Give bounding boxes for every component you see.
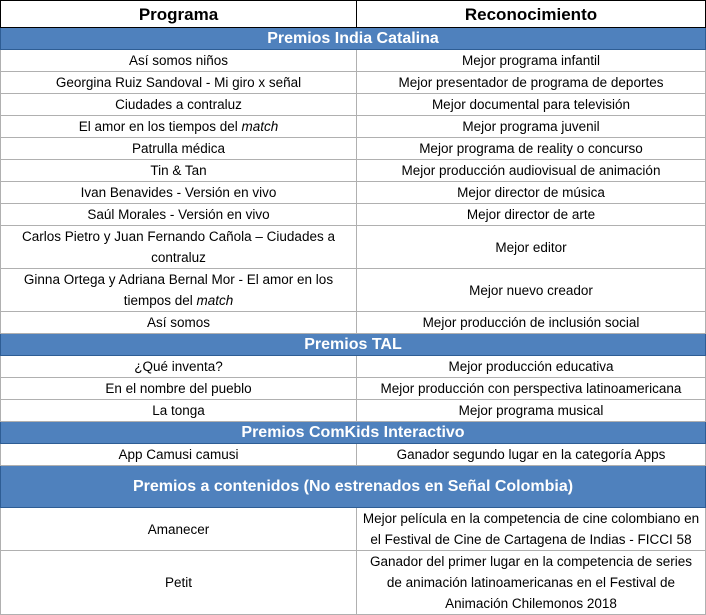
program-italic-text: match <box>196 293 234 308</box>
table-row <box>1 50 706 72</box>
program-cell: La tonga <box>1 400 357 422</box>
table-row <box>1 94 706 116</box>
award-cell: Mejor producción audiovisual de animación <box>357 160 706 182</box>
program-cell: Ivan Benavides - Versión en vivo <box>1 182 357 204</box>
table-row <box>1 204 706 226</box>
table-row <box>1 160 706 182</box>
table-row <box>1 116 706 138</box>
award-cell: Mejor programa de reality o concurso <box>357 138 706 160</box>
table-row <box>1 444 706 466</box>
program-cell <box>1 116 357 138</box>
award-cell: Mejor producción de inclusión social <box>357 312 706 334</box>
section-comkids <box>1 422 706 444</box>
award-cell: Mejor programa infantil <box>357 50 706 72</box>
award-cell: Mejor producción educativa <box>357 356 706 378</box>
program-cell: App Camusi camusi <box>1 444 357 466</box>
program-cell: Carlos Pietro y Juan Fernando Cañola – Ciudades a contraluz <box>1 226 357 269</box>
table-row <box>1 138 706 160</box>
program-cell: Amanecer <box>1 508 357 551</box>
program-text: El amor en los tiempos del <box>78 119 242 134</box>
program-cell: En el nombre del pueblo <box>1 378 357 400</box>
award-cell: Ganador del primer lugar en la competencia de series de animación latinoamericanas en el Festival de Animación Chilemonos 2018 <box>357 551 706 615</box>
program-cell: ¿Qué inventa? <box>1 356 357 378</box>
table-row <box>1 356 706 378</box>
table-row <box>1 226 706 269</box>
award-cell: Mejor documental para televisión <box>357 94 706 116</box>
program-cell: Patrulla médica <box>1 138 357 160</box>
program-cell <box>1 269 357 312</box>
award-cell: Mejor película en la competencia de cine colombiano en el Festival de Cine de Cartagena de Indias - FICCI 58 <box>357 508 706 551</box>
section-tal <box>1 334 706 356</box>
header-programa: Programa <box>1 1 357 28</box>
program-cell: Tin & Tan <box>1 160 357 182</box>
program-cell: Así somos <box>1 312 357 334</box>
section-title: Premios ComKids Interactivo <box>1 422 706 444</box>
section-title: Premios India Catalina <box>1 28 706 50</box>
section-india-catalina <box>1 28 706 50</box>
program-cell: Petit <box>1 551 357 615</box>
section-title: Premios TAL <box>1 334 706 356</box>
program-cell: Saúl Morales - Versión en vivo <box>1 204 357 226</box>
program-text: Ginna Ortega y Adriana Bernal Mor - El amor en los tiempos del <box>23 272 334 308</box>
award-cell: Mejor producción con perspectiva latinoamericana <box>357 378 706 400</box>
table-row <box>1 72 706 94</box>
table-row <box>1 551 706 615</box>
award-cell: Mejor editor <box>357 226 706 269</box>
program-cell: Georgina Ruiz Sandoval - Mi giro x señal <box>1 72 357 94</box>
table-row <box>1 378 706 400</box>
section-title: Premios a contenidos (No estrenados en Señal Colombia) <box>1 466 706 508</box>
program-cell: Ciudades a contraluz <box>1 94 357 116</box>
award-cell: Mejor programa juvenil <box>357 116 706 138</box>
program-cell: Así somos niños <box>1 50 357 72</box>
table-row <box>1 312 706 334</box>
award-cell: Mejor presentador de programa de deportes <box>357 72 706 94</box>
award-cell: Ganador segundo lugar en la categoría Apps <box>357 444 706 466</box>
program-italic-text: match <box>241 119 279 134</box>
award-cell: Mejor nuevo creador <box>357 269 706 312</box>
header-reconocimiento: Reconocimiento <box>357 1 706 28</box>
table-row <box>1 269 706 312</box>
table-row <box>1 182 706 204</box>
table-row <box>1 400 706 422</box>
section-contenidos <box>1 466 706 508</box>
header-row <box>1 1 706 28</box>
award-cell: Mejor director de arte <box>357 204 706 226</box>
table-row <box>1 508 706 551</box>
award-cell: Mejor director de música <box>357 182 706 204</box>
award-cell: Mejor programa musical <box>357 400 706 422</box>
